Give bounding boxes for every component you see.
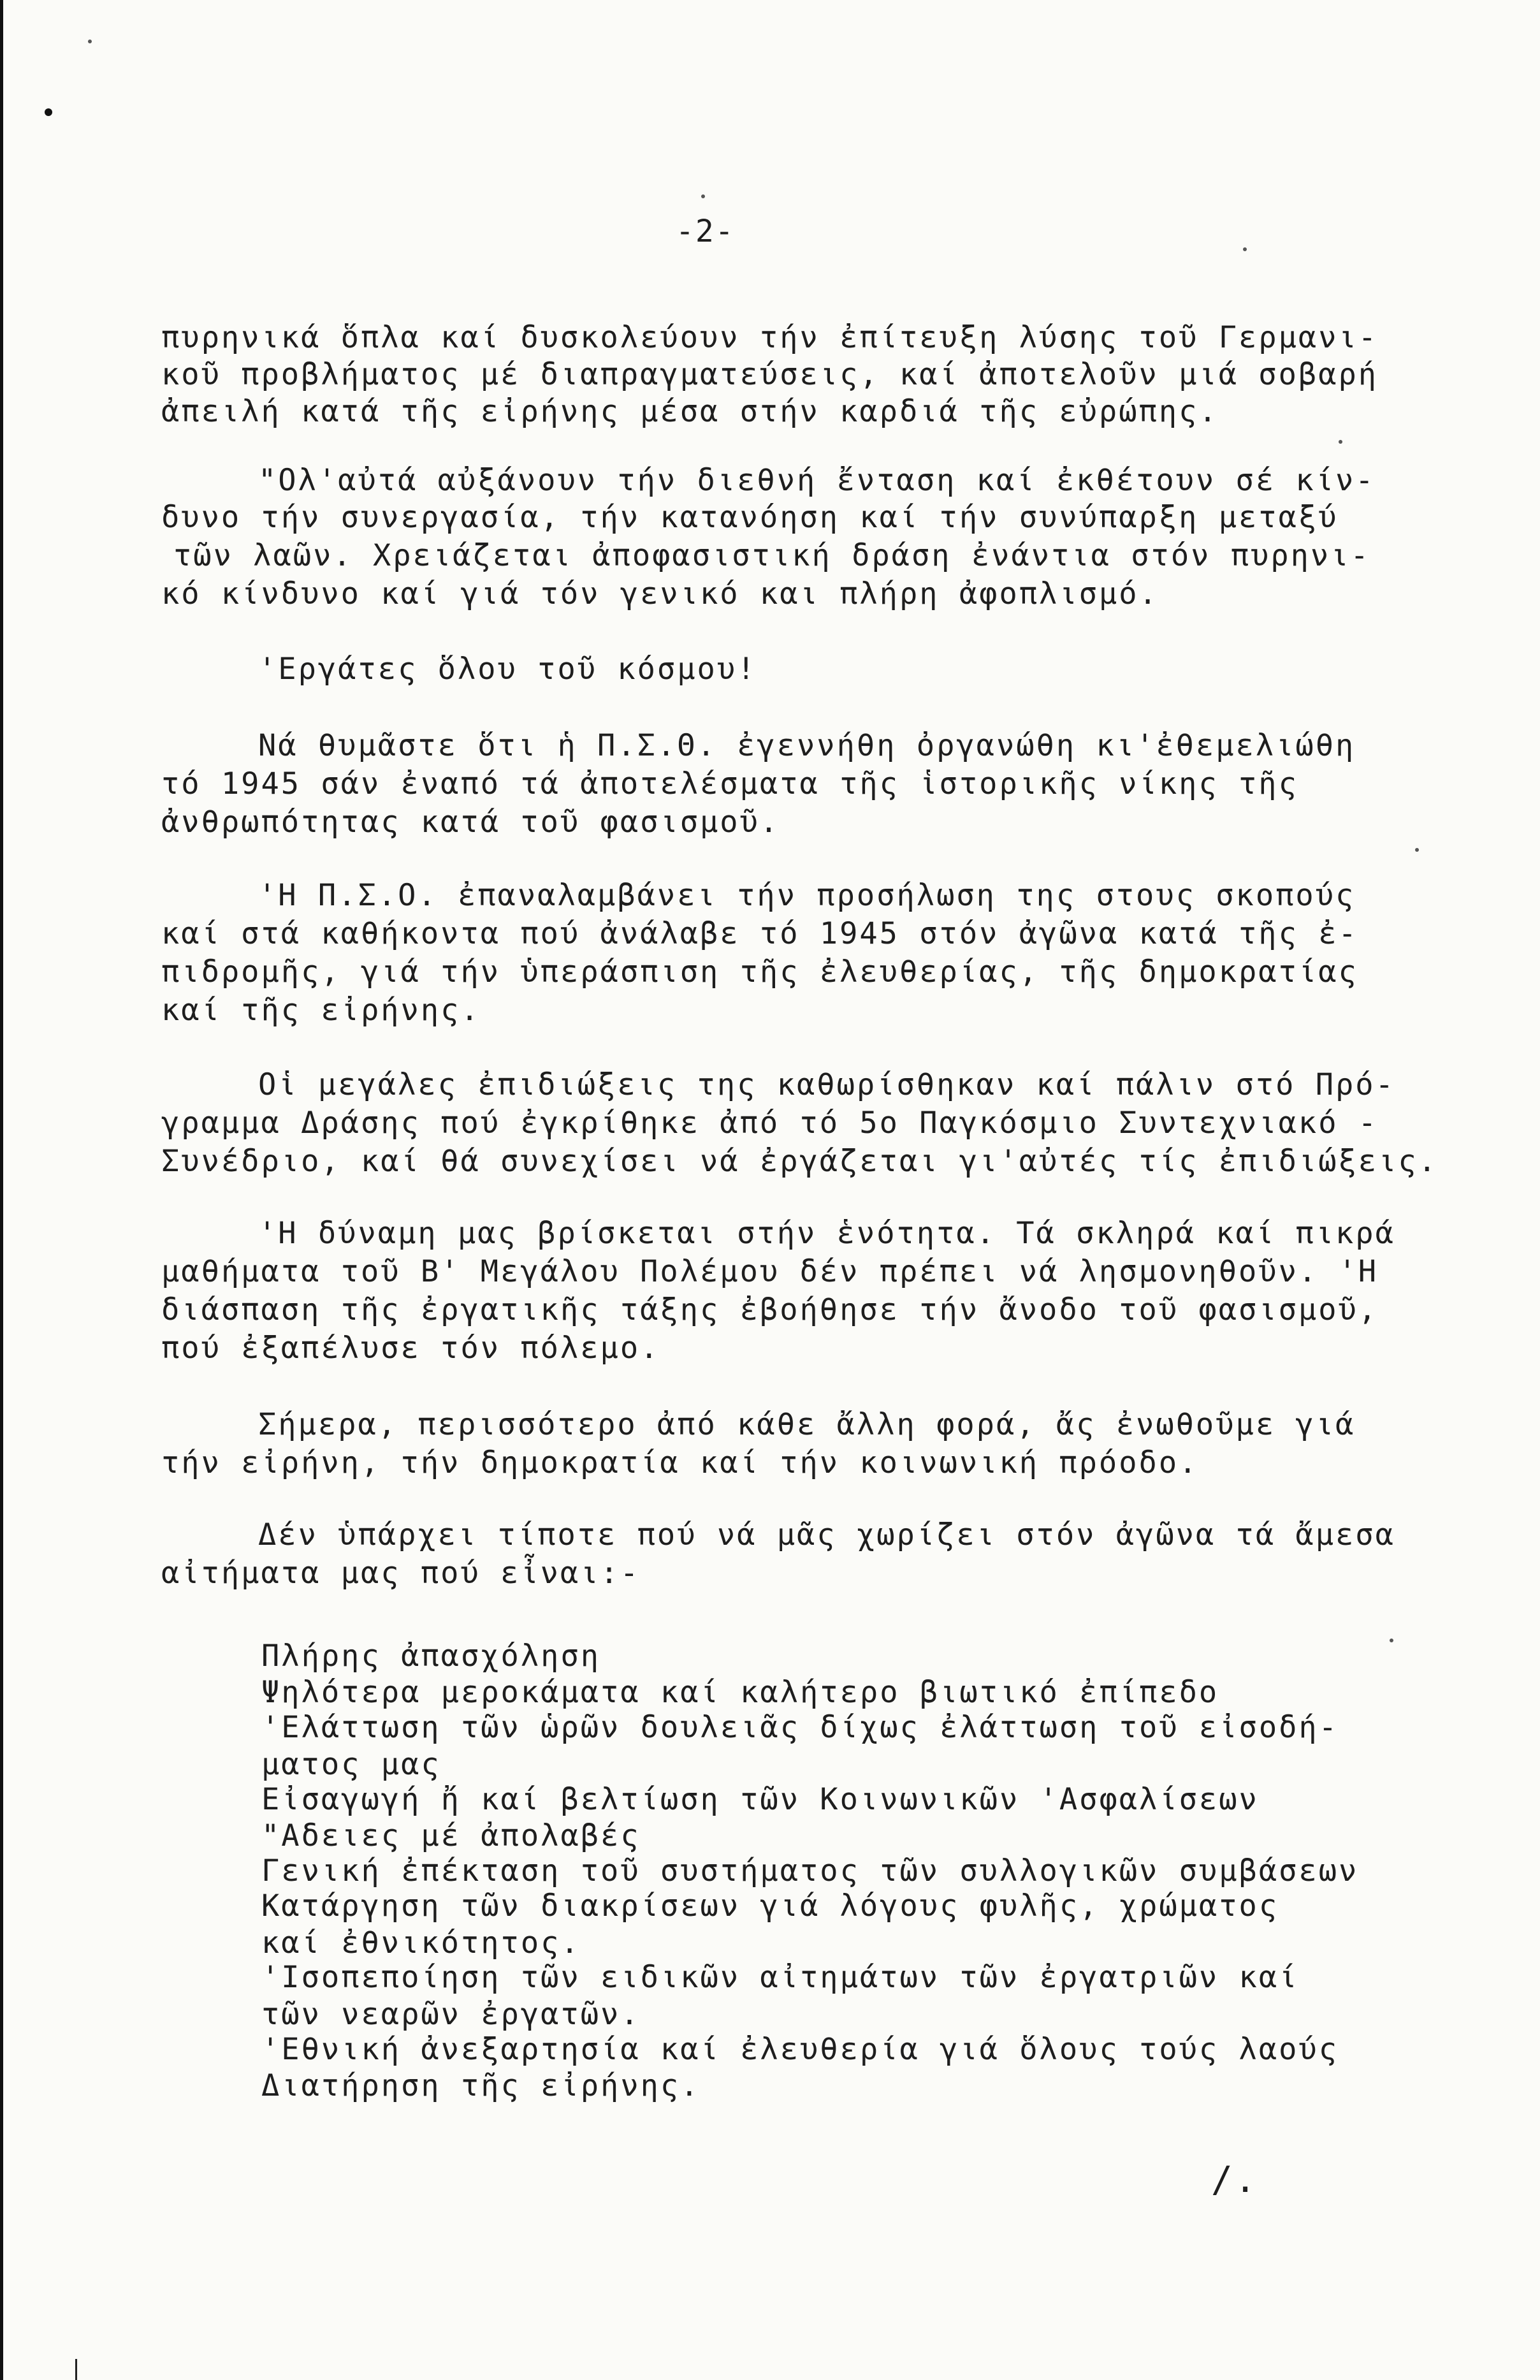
text-line: τό 1945 σάν ἐναπό τά ἀποτελέσματα τῆς ἱστορικῆς νίκης τῆς [161, 766, 1298, 801]
text-line: τῶν λαῶν. Χρειάζεται ἀποφασιστική δράση ἐνάντια στόν πυρηνι- [173, 538, 1370, 573]
demand-item: 'Ελάττωση τῶν ὡρῶν δουλειᾶς δίχως ἐλάττωση τοῦ εἰσοδή- [261, 1710, 1339, 1745]
demand-item: τῶν νεαρῶν ἐργατῶν. [261, 1997, 641, 2032]
text-line: κό κίνδυνο καί γιά τόν γενικό και πλήρη ἀφοπλισμό. [161, 576, 1159, 611]
text-line: αἰτήματα μας πού εἶναι:- [161, 1556, 641, 1591]
demand-item: "Αδειες μέ ἀπολαβές [261, 1818, 641, 1853]
scan-speck [45, 108, 52, 116]
text-line: 'Η δύναμη μας βρίσκεται στήν ἑνότητα. Τά σκληρά καί πικρά [258, 1216, 1395, 1251]
text-line: Συνέδριο, καί θά συνεχίσει νά ἐργάζεται γι'αὐτές τίς ἐπιδιώξεις. [161, 1144, 1438, 1179]
scan-speck [88, 40, 92, 43]
scan-speck [1415, 848, 1419, 852]
text-line: 'Εργάτες ὅλου τοῦ κόσμου! [258, 652, 757, 687]
scan-speck [1339, 440, 1342, 444]
text-line: πιδρομῆς, γιά τήν ὑπεράσπιση τῆς ἐλευθερίας, τῆς δημοκρατίας [161, 954, 1358, 989]
scan-speck [1243, 247, 1247, 251]
demand-item: Ψηλότερα μεροκάματα καί καλήτερο βιωτικό ἐπίπεδο [261, 1675, 1219, 1710]
text-line: ἀνθρωπότητας κατά τοῦ φασισμοῦ. [161, 805, 780, 840]
text-line: "Ολ'αὐτά αὐξάνουν τήν διεθνή ἔνταση καί ἐκθέτουν σέ κίν- [258, 463, 1376, 498]
text-line: γραμμα Δράσης πού ἐγκρίθηκε ἀπό τό 5ο Παγκόσμιο Συντεχνιακό - [161, 1106, 1379, 1141]
text-line: Δέν ὑπάρχει τίποτε πού νά μᾶς χωρίζει στόν ἀγῶνα τά ἄμεσα [258, 1517, 1395, 1552]
text-line: τήν εἰρήνη, τήν δημοκρατία καί τήν κοινωνική πρόοδο. [161, 1445, 1199, 1480]
scan-speck [701, 194, 705, 198]
demand-item: 'Εθνική ἀνεξαρτησία καί ἐλευθερία γιά ὅλους τούς λαούς [261, 2032, 1339, 2067]
demand-item: Πλήρης ἀπασχόληση [261, 1639, 601, 1674]
demand-item: ματος μας [261, 1747, 441, 1782]
bottom-left-tick [75, 2359, 77, 2380]
demand-item: Εἰσαγωγή ἤ καί βελτίωση τῶν Κοινωνικῶν 'Ασφαλίσεων [261, 1782, 1259, 1817]
demand-item: 'Ισοπεποίηση τῶν ειδικῶν αἰτημάτων τῶν ἐργατριῶν καί [261, 1960, 1299, 1995]
page-number: -2- [676, 214, 735, 249]
text-line: Οἱ μεγάλες ἐπιδιώξεις της καθωρίσθηκαν καί πάλιν στό Πρό- [258, 1067, 1395, 1102]
continuation-mark: /. [1211, 2159, 1258, 2201]
text-line: πού ἐξαπέλυσε τόν πόλεμο. [161, 1331, 660, 1366]
text-line: μαθήματα τοῦ Β' Μεγάλου Πολέμου δέν πρέπει νά λησμονηθοῦν. 'Η [161, 1254, 1379, 1289]
text-line: πυρηνικά ὅπλα καί δυσκολεύουν τήν ἐπίτευξη λύσης τοῦ Γερμανι- [161, 320, 1379, 355]
demand-item: Διατήρηση τῆς εἰρήνης. [261, 2068, 701, 2103]
scan-speck [1390, 1639, 1393, 1642]
demand-item: καί ἐθνικότητος. [261, 1925, 581, 1960]
demand-item: Κατάργηση τῶν διακρίσεων γιά λόγους φυλῆς, χρώματος [261, 1888, 1279, 1924]
text-line: κοῦ προβλήματος μέ διαπραγματεύσεις, καί ἀποτελοῦν μιά σοβαρή [161, 357, 1379, 392]
text-line: ἀπειλή κατά τῆς εἰρήνης μέσα στήν καρδιά τῆς εὐρώπης. [161, 394, 1219, 429]
text-line: Σήμερα, περισσότερο ἀπό κάθε ἄλλη φορά, ἄς ἐνωθοῦμε γιά [258, 1407, 1356, 1442]
text-line: διάσπαση τῆς ἐργατικῆς τάξης ἐβοήθησε τήν ἄνοδο τοῦ φασισμοῦ, [161, 1292, 1379, 1327]
text-line: δυνο τήν συνεργασία, τήν κατανόηση καί τήν συνύπαρξη μεταξύ [161, 500, 1339, 535]
text-line: καί τῆς εἰρήνης. [161, 993, 481, 1028]
text-line: Νά θυμᾶστε ὅτι ἡ Π.Σ.Θ. ἐγεννήθη ὀργανώθη κι'ἐθεμελιώθη [258, 728, 1356, 763]
text-line: 'Η Π.Σ.Ο. ἐπαναλαμβάνει τήν προσήλωση της στους σκοπούς [258, 878, 1356, 913]
text-line: καί στά καθήκοντα πού ἀνάλαβε τό 1945 στόν ἀγῶνα κατά τῆς ἐ- [161, 916, 1358, 951]
left-edge-line [0, 0, 3, 2380]
demand-item: Γενική ἐπέκταση τοῦ συστήματος τῶν συλλογικῶν συμβάσεων [261, 1853, 1359, 1888]
